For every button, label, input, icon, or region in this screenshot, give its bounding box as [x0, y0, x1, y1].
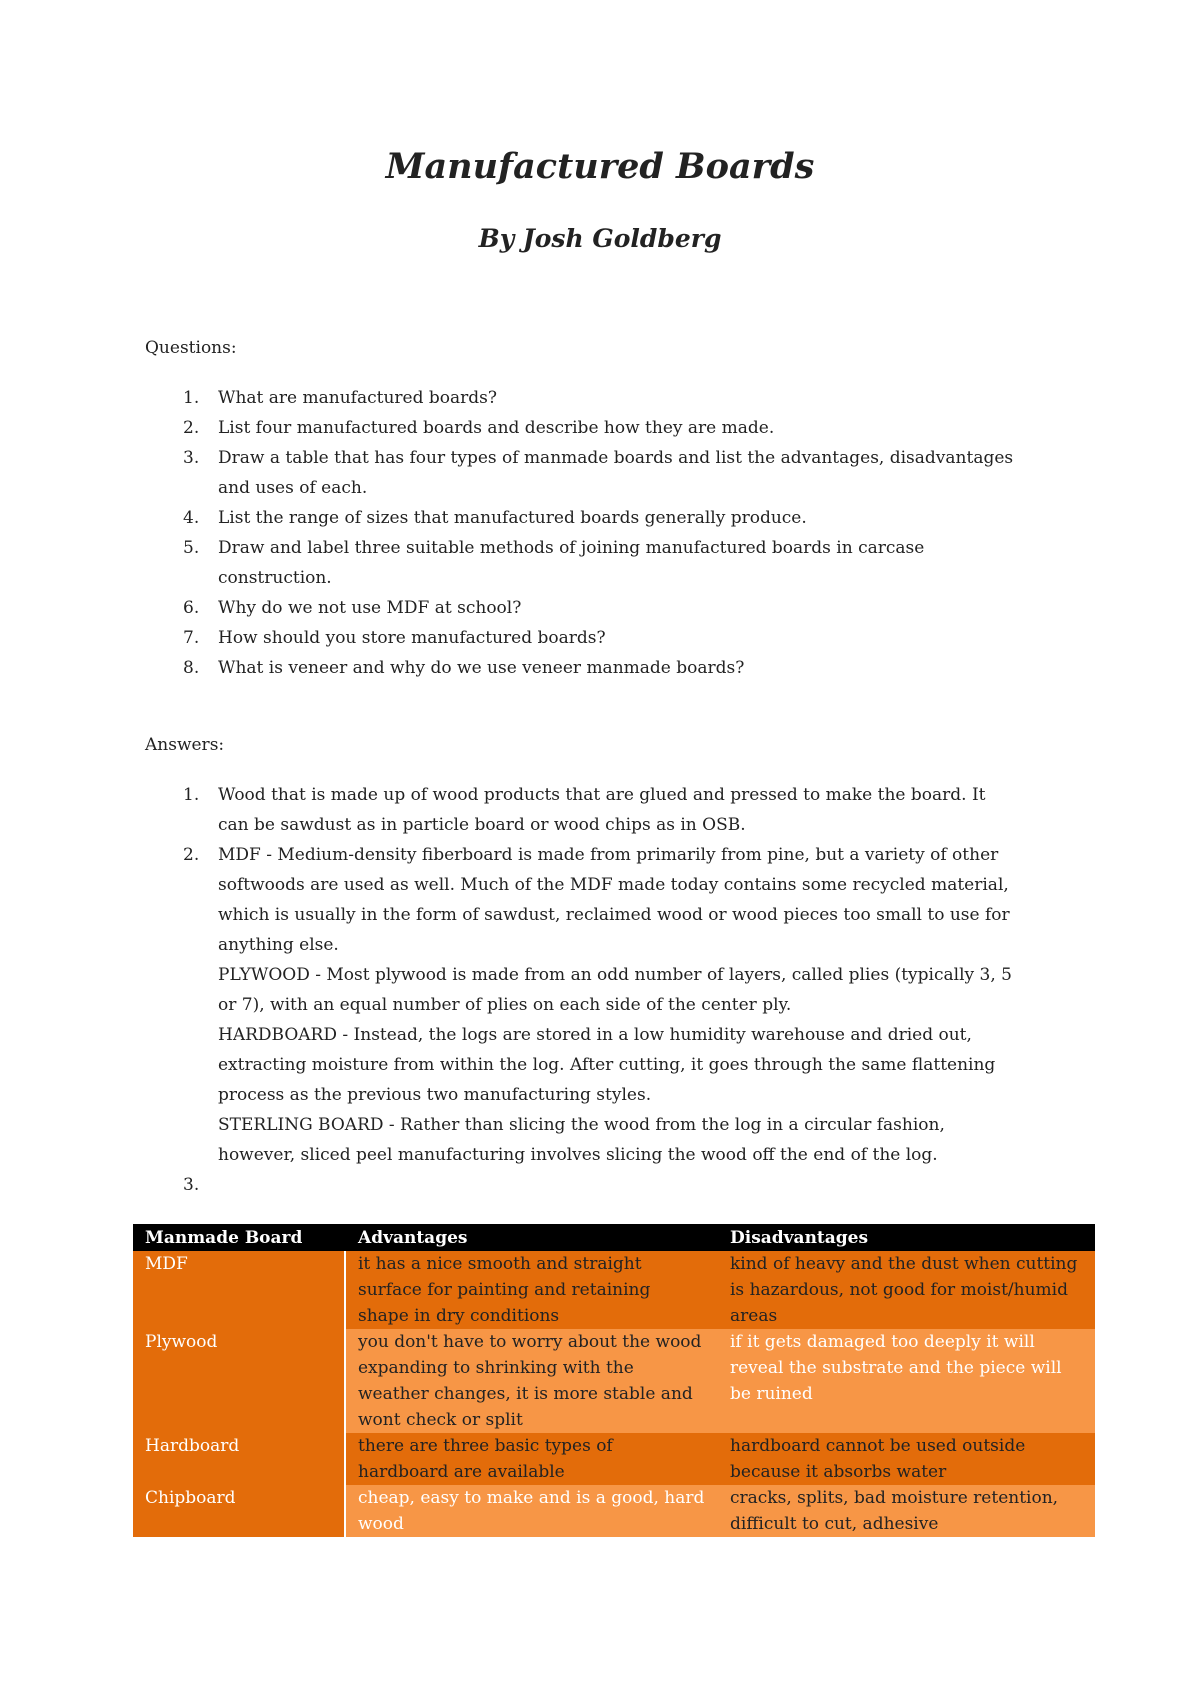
answers-list: [145, 780, 1015, 1200]
list-item: [145, 593, 1015, 623]
table-header-row: [133, 1224, 1095, 1251]
item-number: 2.: [183, 845, 200, 865]
answer-text: Wood that is made up of wood products that are glued and pressed to make the board. It can be sawdust as in particle board or wood chips as in OSB.: [218, 785, 986, 835]
list-item: [145, 533, 1015, 593]
advantages-cell: there are three basic types of hardboard are available: [346, 1433, 718, 1485]
column-header-advantages: Advantages: [346, 1224, 718, 1251]
list-item: [145, 413, 1015, 443]
question-text: Draw and label three suitable methods of joining manufactured boards in carcase construction.: [218, 538, 925, 588]
questions-heading: Questions:: [145, 338, 237, 358]
table-row: [133, 1433, 1095, 1485]
answer-sterling-board: STERLING BOARD - Rather than slicing the wood from the log in a circular fashion, however, sliced peel manufacturing involves slicing the wood off the end of the log.: [218, 1115, 945, 1165]
table-row: [133, 1485, 1095, 1537]
item-number: 1.: [183, 388, 200, 408]
table-row: [133, 1251, 1095, 1329]
document-title: Manufactured Boards: [385, 146, 815, 187]
disadvantages-cell: kind of heavy and the dust when cutting is hazardous, not good for moist/humid areas: [718, 1251, 1095, 1329]
item-number: 2.: [183, 418, 200, 438]
item-number: 7.: [183, 628, 200, 648]
list-item: [145, 503, 1015, 533]
question-text: Why do we not use MDF at school?: [218, 598, 522, 618]
item-number: 5.: [183, 538, 200, 558]
answer-hardboard: HARDBOARD - Instead, the logs are stored in a low humidity warehouse and dried out, extracting moisture from within the log. After cutting, it goes through the same flattening process as the previous two manufacturing styles.: [218, 1025, 996, 1105]
question-text: Draw a table that has four types of manmade boards and list the advantages, disadvantages and uses of each.: [218, 448, 1014, 498]
question-text: What are manufactured boards?: [218, 388, 497, 408]
item-number: 1.: [183, 785, 200, 805]
question-text: How should you store manufactured boards?: [218, 628, 606, 648]
board-name: Hardboard: [133, 1433, 346, 1485]
advantages-cell: you don't have to worry about the wood expanding to shrinking with the weather changes, it is more stable and wont check or split: [346, 1329, 718, 1433]
question-text: List the range of sizes that manufactured boards generally produce.: [218, 508, 807, 528]
item-number: 3.: [183, 448, 200, 468]
answers-heading: Answers:: [145, 735, 225, 755]
table-row: [133, 1329, 1095, 1433]
column-header-disadvantages: Disadvantages: [718, 1224, 1095, 1251]
item-number: 4.: [183, 508, 200, 528]
list-item: [145, 653, 1015, 683]
item-number: 3.: [183, 1175, 200, 1195]
advantages-cell: it has a nice smooth and straight surface for painting and retaining shape in dry conditions: [346, 1251, 718, 1329]
answer-text: [218, 1175, 223, 1195]
list-item: [145, 840, 1015, 1170]
answer-plywood: PLYWOOD - Most plywood is made from an odd number of layers, called plies (typically 3, 5 or 7), with an equal number of plies on each side of the center ply.: [218, 965, 1012, 1015]
disadvantages-cell: cracks, splits, bad moisture retention, difficult to cut, adhesive: [718, 1485, 1095, 1537]
question-text: What is veneer and why do we use veneer manmade boards?: [218, 658, 745, 678]
board-name: Plywood: [133, 1329, 346, 1433]
answer-mdf: MDF - Medium-density fiberboard is made from primarily from pine, but a variety of other softwoods are used as well. Much of the MDF made today contains some recycled material, which is usually in the form of sawdust, reclaimed wood or wood pieces too small to use for anything else.: [218, 845, 1010, 955]
advantages-cell: cheap, easy to make and is a good, hard wood: [346, 1485, 718, 1537]
disadvantages-cell: hardboard cannot be used outside because it absorbs water: [718, 1433, 1095, 1485]
list-item: [145, 623, 1015, 653]
document-author: By Josh Goldberg: [478, 224, 722, 253]
board-name: Chipboard: [133, 1485, 346, 1537]
list-item: [145, 383, 1015, 413]
boards-table: [133, 1224, 1095, 1537]
list-item: [145, 780, 1015, 840]
board-name: MDF: [133, 1251, 346, 1329]
column-header-board: Manmade Board: [133, 1224, 346, 1251]
disadvantages-cell: if it gets damaged too deeply it will reveal the substrate and the piece will be ruined: [718, 1329, 1095, 1433]
list-item: [145, 443, 1015, 503]
item-number: 6.: [183, 598, 200, 618]
item-number: 8.: [183, 658, 200, 678]
list-item: [145, 1170, 1015, 1200]
question-text: List four manufactured boards and describe how they are made.: [218, 418, 775, 438]
questions-list: [145, 383, 1015, 683]
